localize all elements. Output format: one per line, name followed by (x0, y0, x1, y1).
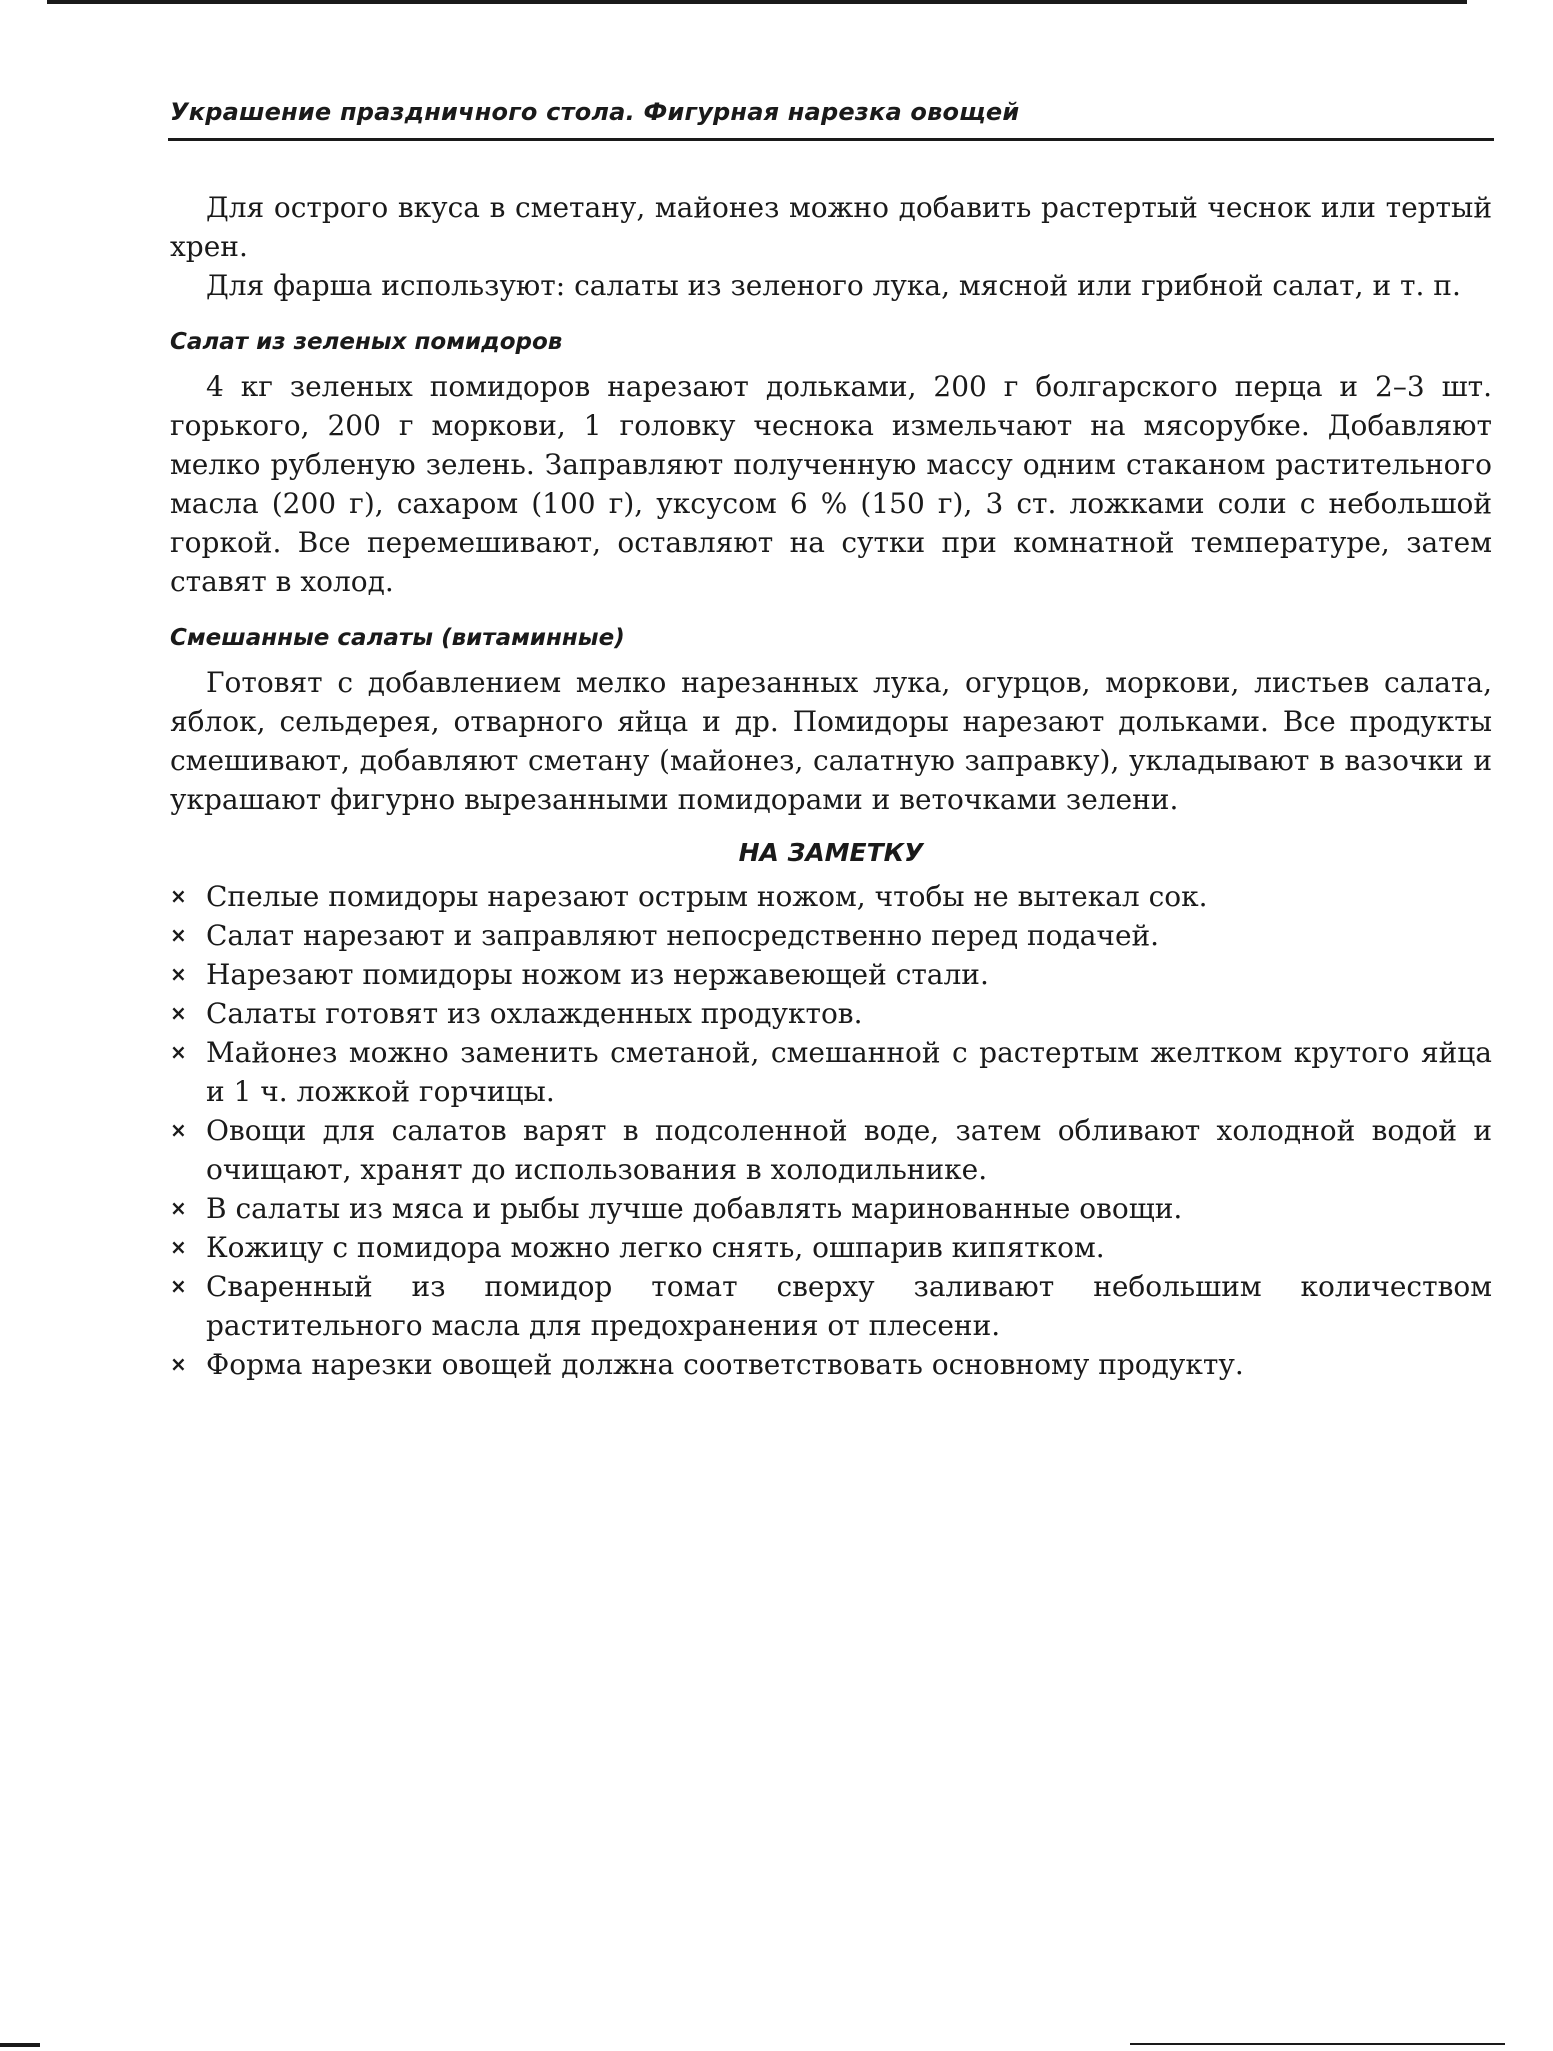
intro-paragraph-2: Для фарша используют: салаты из зеленого лука, мясной или грибной салат, и т. п. (206, 269, 1461, 302)
bottom-right-edge-mark (1130, 2043, 1505, 2045)
list-item (170, 916, 1492, 955)
note-text: Кожицу с помидора можно легко снять, ошпарив кипятком. (206, 1231, 1105, 1264)
note-text: Нарезают помидоры ножом из нержавеющей стали. (206, 958, 989, 991)
list-item (170, 955, 1492, 994)
cross-bullet-icon: × (170, 1118, 187, 1142)
note-text: Спелые помидоры нарезают острым ножом, чтобы не вытекал сок. (206, 880, 1208, 913)
cross-bullet-icon: × (170, 884, 187, 908)
note-text: В салаты из мяса и рыбы лучше добавлять маринованные овощи. (206, 1192, 1183, 1225)
cross-bullet-icon: × (170, 923, 187, 947)
list-item (170, 1267, 1492, 1345)
cross-bullet-icon: × (170, 962, 187, 986)
intro-paragraph-1: Для острого вкуса в сметану, майонез можно добавить растертый чеснок или тертый хрен. (170, 191, 1492, 263)
notes-heading: НА ЗАМЕТКУ (738, 838, 924, 867)
list-item (170, 1033, 1492, 1111)
cross-bullet-icon: × (170, 1196, 187, 1220)
list-item (170, 1228, 1492, 1267)
list-item (170, 877, 1492, 916)
note-text: Салат нарезают и заправляют непосредственно перед подачей. (206, 919, 1160, 952)
cross-bullet-icon: × (170, 1352, 187, 1376)
list-item (170, 1111, 1492, 1189)
cross-bullet-icon: × (170, 1001, 187, 1025)
running-header: Украшение праздничного стола. Фигурная нарезка овощей (170, 98, 1020, 126)
section-text-green-tomato-salad: 4 кг зеленых помидоров нарезают дольками, 200 г болгарского перца и 2–3 шт. горького, 200 г моркови, 1 головку чеснока измельчают на мясорубке. Добавляют мелко рубленую зелень. Заправляют полученную массу одним стаканом растительного масла (200 г), сахаром (100 г), уксусом 6 % (150 г), 3 ст. ложками соли с небольшой горкой. Все перемешивают, оставляют на сутки при комнатной температуре, затем ставят в холод. (170, 370, 1492, 598)
note-text: Салаты готовят из охлажденных продуктов. (206, 997, 863, 1030)
section-title-mixed-salads: Смешанные салаты (витаминные) (170, 625, 625, 651)
note-text: Майонез можно заменить сметаной, смешанной с растертым желтком крутого яйца и 1 ч. ложкой горчицы. (206, 1036, 1492, 1108)
notes-list (170, 877, 1492, 1384)
cross-bullet-icon: × (170, 1235, 187, 1259)
cross-bullet-icon: × (170, 1040, 187, 1064)
section-title-green-tomato-salad: Салат из зеленых помидоров (170, 329, 563, 355)
header-underline (168, 138, 1494, 141)
cross-bullet-icon: × (170, 1274, 187, 1298)
note-text: Форма нарезки овощей должна соответствовать основному продукту. (206, 1348, 1244, 1381)
list-item (170, 1345, 1492, 1384)
note-text: Сваренный из помидор томат сверху заливают небольшим количеством растительного масла для предохранения от плесени. (206, 1270, 1492, 1342)
section-text-mixed-salads: Готовят с добавлением мелко нарезанных лука, огурцов, моркови, листьев салата, яблок, сельдерея, отварного яйца и др. Помидоры нарезают дольками. Все продукты смешивают, добавляют сметану (майонез, салатную заправку), укладывают в вазочки и украшают фигурно вырезанными помидорами и веточками зелени. (170, 666, 1492, 816)
list-item (170, 1189, 1492, 1228)
page-content (170, 188, 1492, 1384)
bottom-left-edge-mark (0, 2043, 40, 2047)
top-border-line (47, 0, 1467, 4)
note-text: Овощи для салатов варят в подсоленной воде, затем обливают холодной водой и очищают, хранят до использования в холодильнике. (206, 1114, 1492, 1186)
list-item (170, 994, 1492, 1033)
